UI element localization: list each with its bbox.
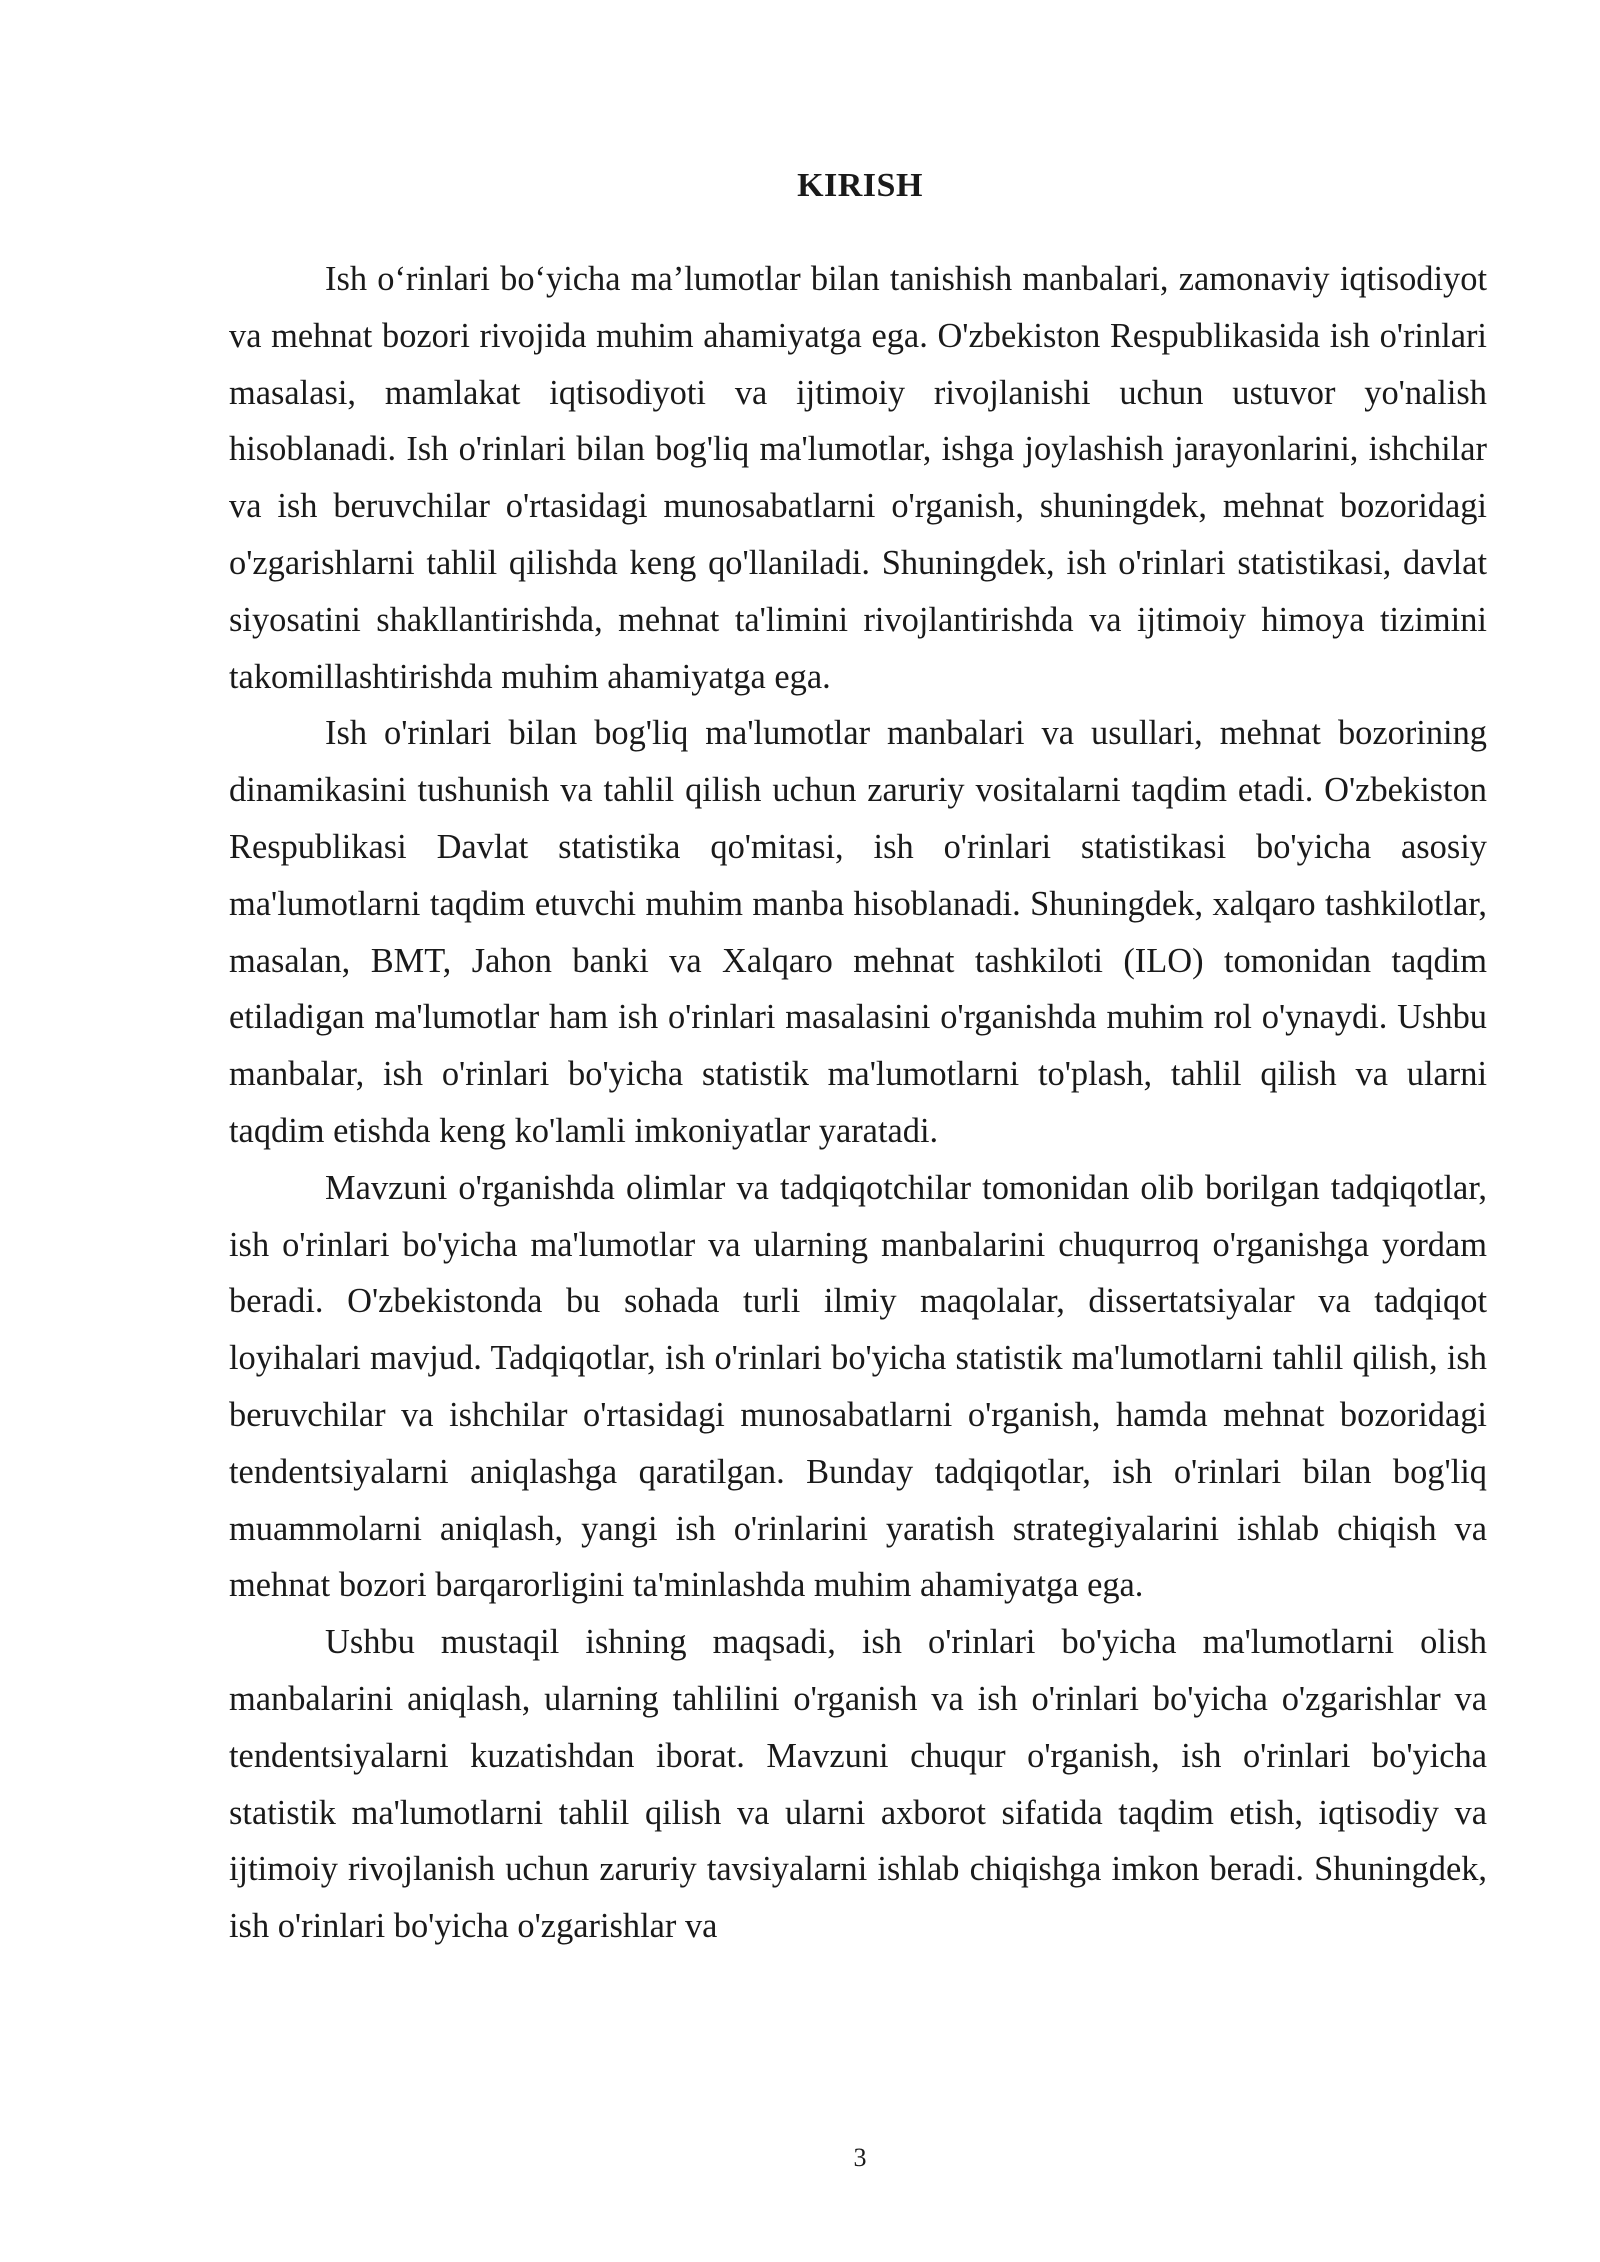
page-title: KIRISH xyxy=(797,167,923,204)
paragraph-1: Ish o‘rinlari bo‘yicha ma’lumotlar bilan tanishish manbalari, zamonaviy iqtisodiyot va mehnat bozori rivojida muhim ahamiyatga ega. O'zbekiston Respublikasida ish o'rinlari masalasi, mamlakat iqtisodiyoti va ijtimoiy rivojlanishi uchun ustuvor yo'nalish hisoblanadi. Ish o'rinlari bilan bog'liq ma'lumotlar, ishga joylashish jarayonlarini, ishchilar va ish beruvchilar o'rtasidagi munosabatlarni o'rganish, shuningdek, mehnat bozoridagi o'zgarishlarni tahlil qilishda keng qo'llaniladi. Shuningdek, ish o'rinlari statistikasi, davlat siyosatini shakllantirishda, mehnat ta'limini rivojlantirishda va ijtimoiy himoya tizimini takomillashtirishda muhim ahamiyatga ega. xyxy=(229,260,1487,696)
paragraph-4: Ushbu mustaqil ishning maqsadi, ish o'rinlari bo'yicha ma'lumotlarni olish manbalarini aniqlash, ularning tahlilini o'rganish va ish o'rinlari bo'yicha o'zgarishlar va tendentsiyalarni kuzatishdan iborat. Mavzuni chuqur o'rganish, ish o'rinlari bo'yicha statistik ma'lumotlarni tahlil qilish va ularni axborot sifatida taqdim etish, iqtisodiy va ijtimoiy rivojlanish uchun zaruriy tavsiyalarni ishlab chiqishga imkon beradi. Shuningdek, ish o'rinlari bo'yicha o'zgarishlar va xyxy=(229,1623,1487,1946)
page-number: 3 xyxy=(853,2143,867,2172)
paragraph-3: Mavzuni o'rganishda olimlar va tadqiqotchilar tomonidan olib borilgan tadqiqotlar, ish o'rinlari bo'yicha ma'lumotlar va ularning manbalarini chuqurroq o'rganishga yordam beradi. O'zbekistonda bu sohada turli ilmiy maqolalar, dissertatsiyalar va tadqiqot loyihalari mavjud. Tadqiqotlar, ish o'rinlari bo'yicha statistik ma'lumotlarni tahlil qilish, ish beruvchilar va ishchilar o'rtasidagi munosabatlarni o'rganish, hamda mehnat bozoridagi tendentsiyalarni aniqlashga qaratilgan. Bunday tadqiqotlar, ish o'rinlari bilan bog'liq muammolarni aniqlash, yangi ish o'rinlarini yaratish strategiyalarini ishlab chiqish va mehnat bozori barqarorligini ta'minlashda muhim ahamiyatga ega. xyxy=(229,1168,1487,1605)
body-text xyxy=(229,251,1487,1955)
paragraph-2: Ish o'rinlari bilan bog'liq ma'lumotlar manbalari va usullari, mehnat bozorining dinamikasini tushunish va tahlil qilish uchun zaruriy vositalarni taqdim etadi. O'zbekiston Respublikasi Davlat statistika qo'mitasi, ish o'rinlari statistikasi bo'yicha asosiy ma'lumotlarni taqdim etuvchi muhim manba hisoblanadi. Shuningdek, xalqaro tashkilotlar, masalan, BMT, Jahon banki va Xalqaro mehnat tashkiloti (ILO) tomonidan taqdim etiladigan ma'lumotlar ham ish o'rinlari masalasini o'rganishda muhim rol o'ynaydi. Ushbu manbalar, ish o'rinlari bo'yicha statistik ma'lumotlarni to'plash, tahlil qilish va ularni taqdim etishda keng ko'lamli imkoniyatlar yaratadi. xyxy=(229,714,1487,1150)
